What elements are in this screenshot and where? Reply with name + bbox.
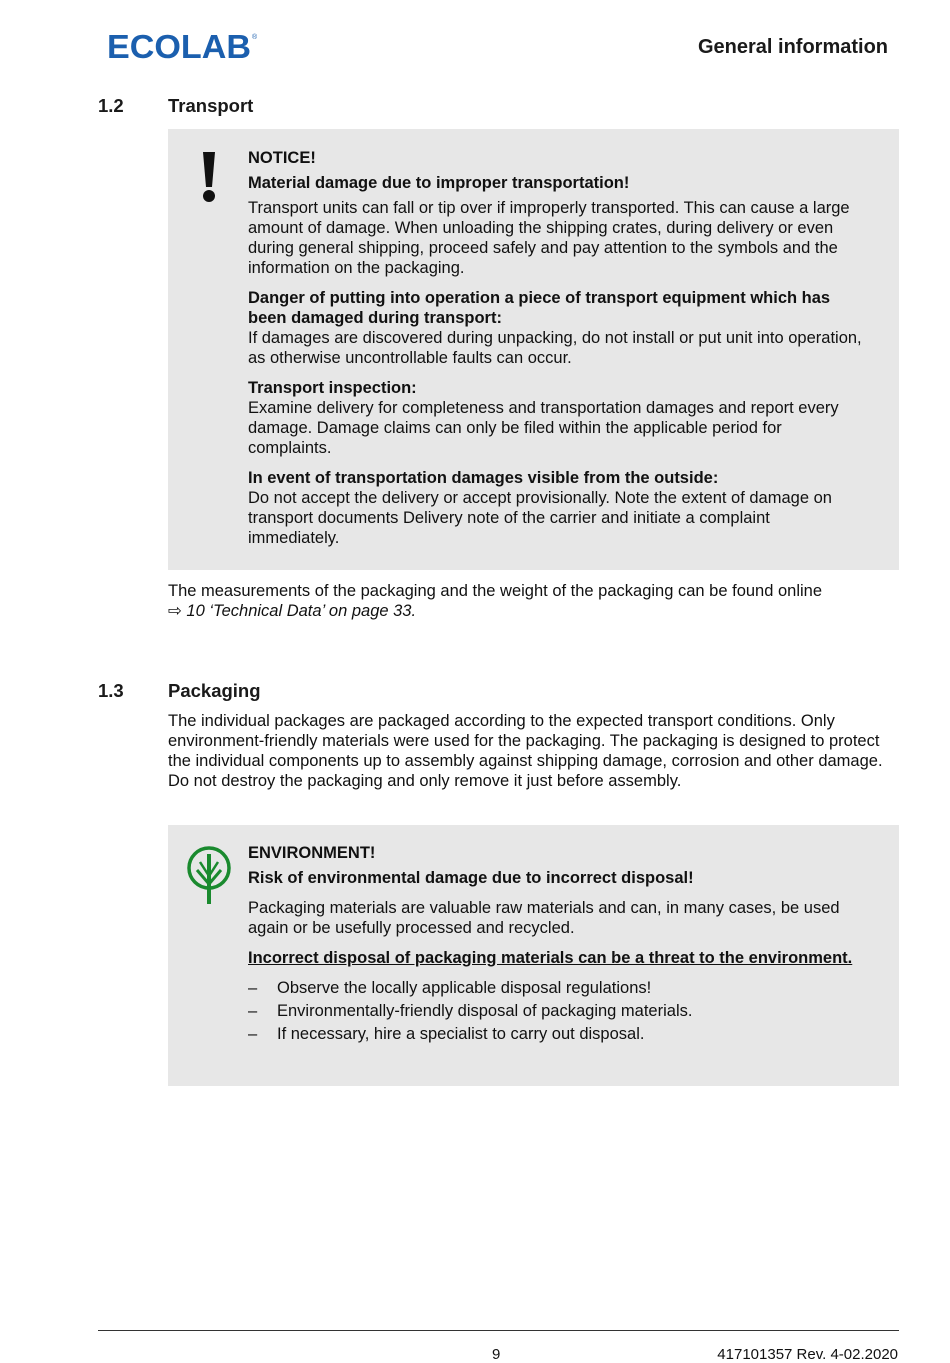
arrow-reference-icon: ⇨ — [168, 602, 182, 620]
document-id: 417101357 Rev. 4-02.2020 — [717, 1346, 898, 1363]
page-number: 9 — [492, 1346, 501, 1363]
notice-intro: Transport units can fall or tip over if improperly transported. This can cause a large amount of damage. When unloading the shipping crates, during delivery or even during general shipping, proceed safely and pay attention to the symbols and the information on the packaging. — [248, 199, 850, 277]
packaging-text: The individual packages are packaged according to the expected transport conditions. Only environment-friendly materials were used for the packaging. The packaging is designed to protect the individual components up to assembly against shipping damage, corrosion and other damage. Do not destroy the packaging and only remove it just before assembly. — [168, 712, 883, 790]
section-title-packaging: Packaging — [168, 680, 261, 701]
list-item: – Environmentally-friendly disposal of packaging materials. — [248, 1001, 863, 1021]
disposal-list — [248, 978, 863, 1044]
notice-item-text: If damages are discovered during unpacking, do not install or put unit into operation, as otherwise uncontrollable faults can occur. — [248, 329, 862, 367]
environment-signal-word: ENVIRONMENT! — [248, 844, 376, 862]
notice-item-heading: In event of transportation damages visible from the outside: — [248, 469, 719, 487]
notice-item — [248, 468, 863, 548]
notice-item — [248, 288, 863, 368]
notice-item-heading: Danger of putting into operation a piece of transport equipment which has been damaged during transport: — [248, 289, 831, 327]
notice-item-text: Examine delivery for completeness and transportation damages and report every damage. Damage claims can only be filed within the applicable period for complaints. — [248, 399, 839, 457]
notice-signal-word: NOTICE! — [248, 149, 316, 167]
environment-headline: Risk of environmental damage due to incorrect disposal! — [248, 869, 694, 887]
notice-headline: Material damage due to improper transportation! — [248, 174, 630, 192]
ecolab-logo — [107, 29, 257, 63]
section-number-transport: 1.2 — [98, 95, 124, 116]
logo-text: ECOLAB — [107, 29, 251, 63]
section-title-transport: Transport — [168, 95, 254, 116]
list-item: – Observe the locally applicable disposal regulations! — [248, 978, 863, 998]
notice-item-heading: Transport inspection: — [248, 379, 417, 397]
tree-icon — [185, 844, 233, 906]
transport-note — [168, 581, 900, 621]
environment-content — [248, 843, 863, 1047]
section-number-packaging: 1.3 — [98, 680, 124, 701]
footer-divider — [98, 1330, 899, 1331]
list-item: – If necessary, hire a specialist to carry out disposal. — [248, 1024, 863, 1044]
notice-content — [248, 148, 863, 548]
notice-item-text: Do not accept the delivery or accept provisionally. Note the extent of damage on transport documents Delivery note of the carrier and initiate a complaint immediately. — [248, 489, 832, 547]
chapter-title: General information — [697, 36, 888, 58]
notice-item — [248, 378, 863, 458]
environment-intro: Packaging materials are valuable raw materials and can, in many cases, be used again or be usefully processed and recycled. — [248, 899, 840, 937]
svg-text:®: ® — [252, 34, 257, 41]
technical-data-link[interactable]: 10 ‘Technical Data’ on page 33. — [186, 602, 417, 620]
environment-warning: Incorrect disposal of packaging materials can be a threat to the environment. — [248, 949, 853, 967]
notice-box — [168, 129, 899, 570]
transport-note-text: The measurements of the packaging and the weight of the packaging can be found online — [168, 582, 823, 600]
exclamation-icon — [200, 151, 218, 203]
environment-box — [168, 825, 899, 1086]
